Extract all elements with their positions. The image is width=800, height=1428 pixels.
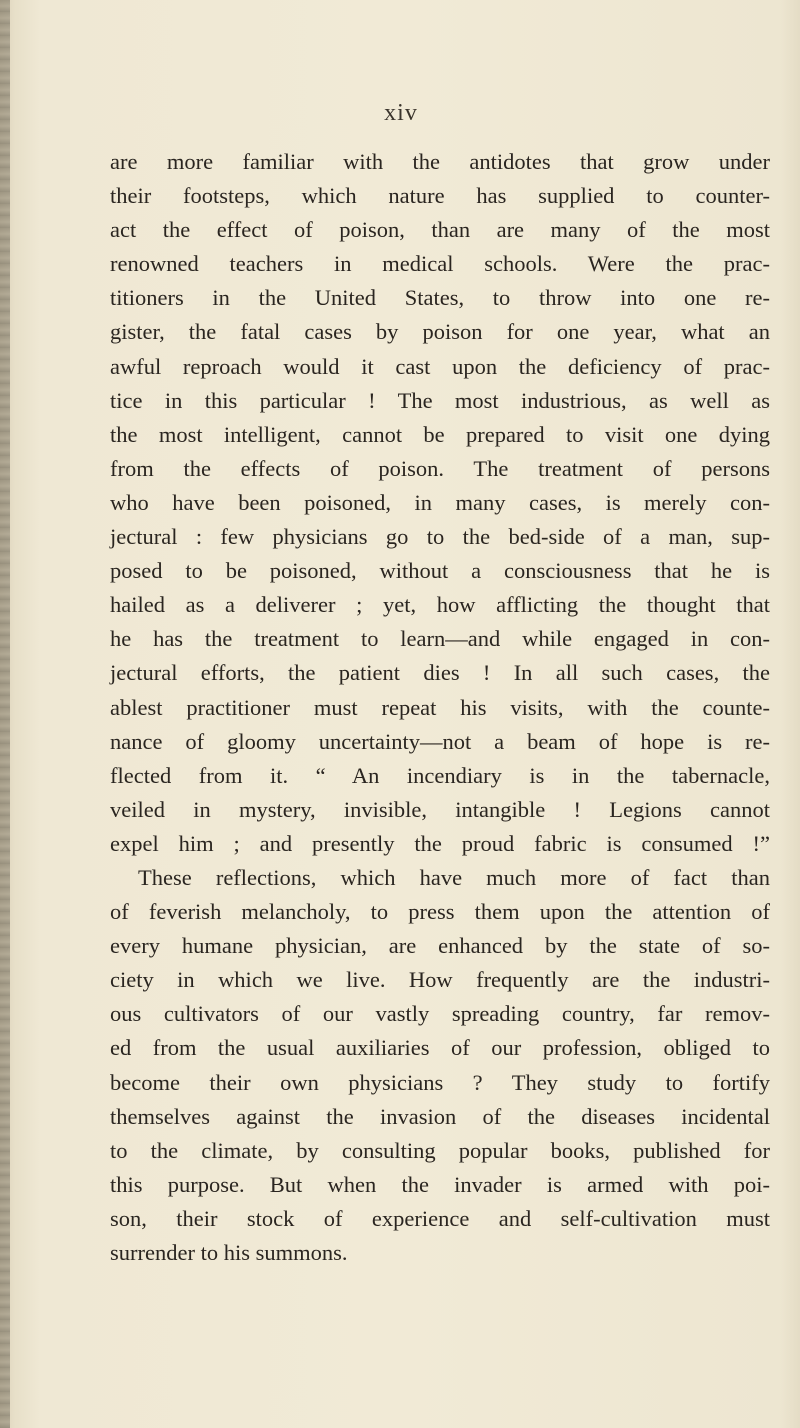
- text-line: jectural : few physicians go to the bed-side of a man, sup-: [110, 524, 770, 550]
- text-line: of feverish melancholy, to press them upon the attention of: [110, 899, 770, 925]
- text-line: posed to be poisoned, without a consciousness that he is: [110, 558, 770, 584]
- text-line: surrender to his summons.: [110, 1240, 348, 1265]
- text-line: son, their stock of experience and self-cultivation must: [110, 1205, 770, 1231]
- text-line: hailed as a deliverer ; yet, how afflicting the thought that: [110, 592, 770, 618]
- text-line: gister, the fatal cases by poison for one year, what an: [110, 319, 770, 345]
- body-text: [110, 145, 770, 1270]
- text-line: flected from it. “ An incendiary is in the tabernacle,: [110, 762, 770, 788]
- text-line: ciety in which we live. How frequently are the industri-: [110, 967, 770, 993]
- text-line: veiled in mystery, invisible, intangible ! Legions cannot: [110, 796, 770, 822]
- text-line: their footsteps, which nature has supplied to counter-: [110, 183, 770, 209]
- text-line: ous cultivators of our vastly spreading country, far remov-: [110, 1001, 770, 1027]
- text-line: renowned teachers in medical schools. Were the prac-: [110, 251, 770, 277]
- text-line: become their own physicians ? They study to fortify: [110, 1069, 770, 1095]
- text-line: These reflections, which have much more of fact than: [138, 864, 770, 890]
- text-line: awful reproach would it cast upon the deficiency of prac-: [110, 353, 770, 379]
- page-binding-edge: [0, 0, 10, 1428]
- text-line: themselves against the invasion of the diseases incidental: [110, 1103, 770, 1129]
- text-line: every humane physician, are enhanced by the state of so-: [110, 933, 770, 959]
- text-line: tice in this particular ! The most industrious, as well as: [110, 387, 770, 413]
- text-line: ed from the usual auxiliaries of our profession, obliged to: [110, 1035, 770, 1061]
- text-line: expel him ; and presently the proud fabric is consumed !”: [110, 830, 770, 856]
- text-line: act the effect of poison, than are many of the most: [110, 217, 770, 243]
- text-line: this purpose. But when the invader is armed with poi-: [110, 1171, 770, 1197]
- text-line: ablest practitioner must repeat his visits, with the counte-: [110, 694, 770, 720]
- text-line: titioners in the United States, to throw into one re-: [110, 285, 770, 311]
- text-line: the most intelligent, cannot be prepared to visit one dying: [110, 421, 770, 447]
- text-line: jectural efforts, the patient dies ! In all such cases, the: [110, 660, 770, 686]
- page-number: xiv: [384, 100, 418, 126]
- text-line: who have been poisoned, in many cases, is merely con-: [110, 489, 770, 515]
- text-line: are more familiar with the antidotes that grow under: [110, 149, 770, 174]
- text-line: from the effects of poison. The treatment of persons: [110, 455, 770, 481]
- text-line: nance of gloomy uncertainty—not a beam of hope is re-: [110, 728, 770, 754]
- text-line: to the climate, by consulting popular books, published for: [110, 1137, 770, 1163]
- text-line: he has the treatment to learn—and while engaged in con-: [110, 626, 770, 652]
